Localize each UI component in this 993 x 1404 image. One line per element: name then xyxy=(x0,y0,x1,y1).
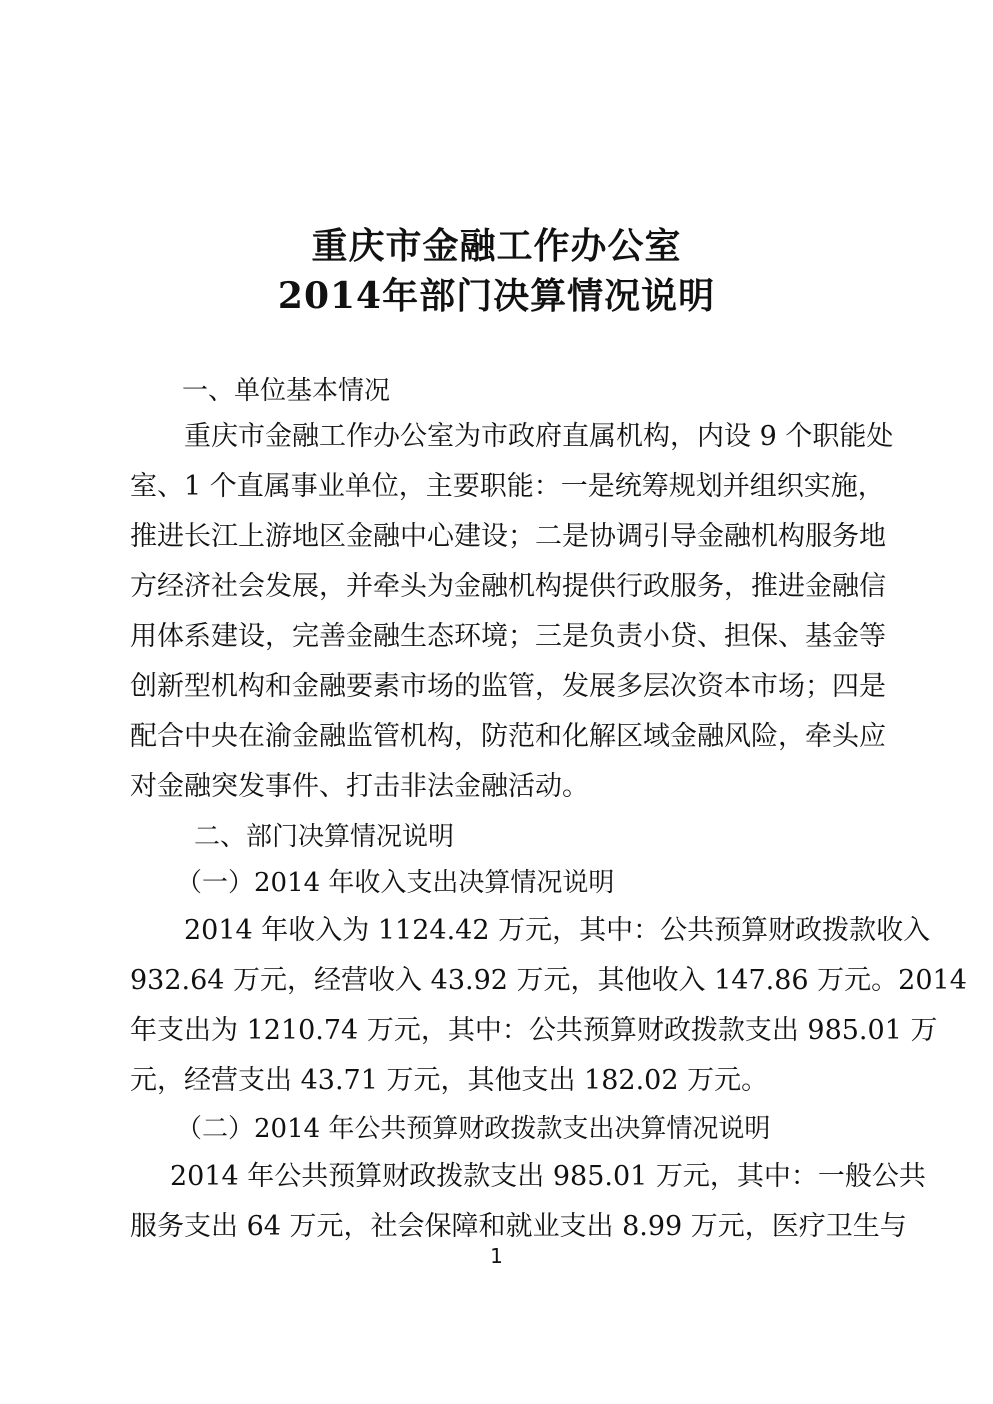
section1-paragraph-line: 配合中央在渝金融监管机构，防范和化解区域金融风险，牵头应 xyxy=(130,721,886,752)
section1-paragraph-line: 对金融突发事件、打击非法金融活动。 xyxy=(130,771,589,802)
document-title-line2: 2014年部门决算情况说明 xyxy=(277,275,716,317)
section2-heading: 二、部门决算情况说明 xyxy=(194,822,455,852)
section1-paragraph-line: 用体系建设，完善金融生态环境；三是负责小贷、担保、基金等 xyxy=(130,621,886,652)
sub1-paragraph-line: 932.64 万元，经营收入 43.92 万元，其他收入 147.86 万元。2014 xyxy=(130,965,967,996)
section1-paragraph-line: 重庆市金融工作办公室为市政府直属机构，内设 9 个职能处 xyxy=(184,421,894,452)
section2-sub1-heading: （一）2014 年收入支出决算情况说明 xyxy=(176,868,615,898)
section1-paragraph-line: 室、1 个直属事业单位，主要职能：一是统筹规划并组织实施， xyxy=(130,471,885,502)
section1-paragraph-line: 方经济社会发展，并牵头为金融机构提供行政服务，推进金融信 xyxy=(130,571,886,602)
section1-paragraph-line: 创新型机构和金融要素市场的监管，发展多层次资本市场；四是 xyxy=(130,671,886,702)
sub1-paragraph-line: 年支出为 1210.74 万元，其中：公共预算财政拨款支出 985.01 万 xyxy=(130,1015,938,1046)
sub2-paragraph-line: 2014 年公共预算财政拨款支出 985.01 万元，其中：一般公共 xyxy=(170,1161,926,1192)
section2-sub2-heading: （二）2014 年公共预算财政拨款支出决算情况说明 xyxy=(176,1114,771,1144)
section1-heading: 一、单位基本情况 xyxy=(182,376,391,406)
sub1-paragraph-line: 2014 年收入为 1124.42 万元，其中：公共预算财政拨款收入 xyxy=(184,915,931,946)
section1-paragraph-line: 推进长江上游地区金融中心建设；二是协调引导金融机构服务地 xyxy=(130,521,886,552)
page-number: 1 xyxy=(490,1244,503,1268)
sub1-paragraph-line: 元，经营支出 43.71 万元，其他支出 182.02 万元。 xyxy=(130,1065,769,1096)
sub2-paragraph-line: 服务支出 64 万元，社会保障和就业支出 8.99 万元，医疗卫生与 xyxy=(130,1211,907,1242)
document-title-line1: 重庆市金融工作办公室 xyxy=(311,225,682,267)
